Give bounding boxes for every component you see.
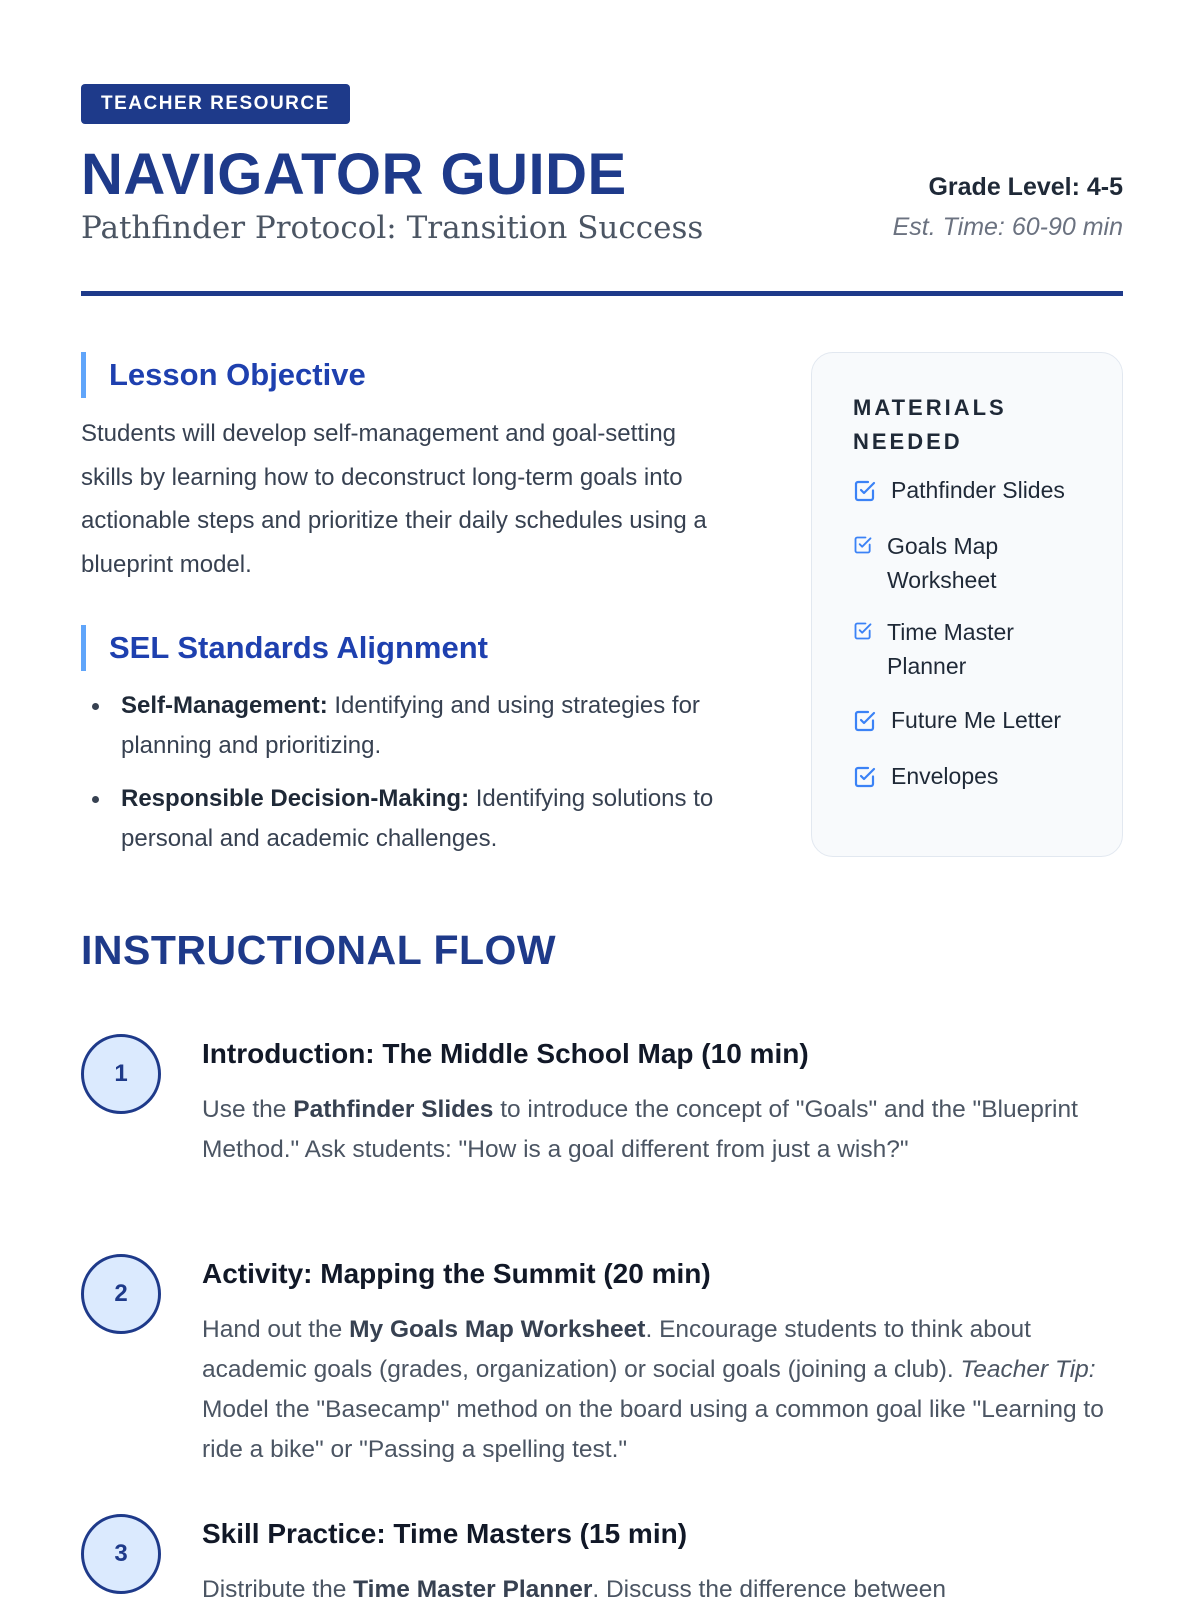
page-title: NAVIGATOR GUIDE: [81, 142, 627, 207]
step-number-badge: 1: [81, 1034, 161, 1114]
page-subtitle: Pathfinder Protocol: Transition Success: [81, 210, 704, 246]
step-description: Distribute the Time Master Planner. Discuss the difference between: [202, 1576, 946, 1600]
navigator-guide-page: [81, 0, 1123, 1600]
step-description: Use the Pathfinder Slides to introduce the concept of "Goals" and the "Blueprint Method." Ask students: "How is a goal different from just a wish?": [202, 1096, 1078, 1163]
material-label: Future Me Letter: [891, 707, 1062, 733]
sel-standard-item: [121, 779, 761, 859]
material-item: [853, 529, 1037, 597]
checkbox-checked-icon: [853, 535, 873, 560]
material-label: Time Master Planner: [887, 619, 1014, 679]
material-label: Pathfinder Slides: [891, 477, 1065, 503]
checkbox-checked-icon: [853, 765, 877, 794]
material-item: [853, 703, 1061, 738]
checkbox-checked-icon: [853, 479, 877, 508]
lesson-objective-text: Students will develop self-management and goal-setting skills by learning how to deconstruct long-term goals into actionable steps and prioritize their daily schedules using a blueprint model.: [81, 420, 707, 578]
teacher-resource-badge: TEACHER RESOURCE: [81, 84, 350, 124]
grade-level: Grade Level: 4-5: [928, 173, 1123, 201]
step-title: Introduction: The Middle School Map (10 min): [202, 1038, 809, 1069]
step-title: Skill Practice: Time Masters (15 min): [202, 1518, 688, 1549]
step-description: Hand out the My Goals Map Worksheet. Encourage students to think about academic goals (grades, organization) or social goals (joining a club). Teacher Tip: Model the "Basecamp" method on the board using a common goal like "Learning to ride a bike" or "Passing a spelling test.": [202, 1316, 1104, 1463]
sel-standard-text: Identifying and using strategies for planning and prioritizing.: [121, 692, 700, 759]
material-label: Envelopes: [891, 763, 999, 789]
sel-standard-text: Identifying solutions to personal and academic challenges.: [121, 785, 714, 852]
sel-standards-list: [121, 686, 761, 872]
sel-standard-term: Responsible Decision-Making:: [121, 785, 470, 812]
materials-card: [811, 352, 1123, 857]
step-number-badge: 3: [81, 1514, 161, 1594]
material-item: [853, 615, 1037, 683]
lesson-objective-heading: Lesson Objective: [81, 352, 366, 398]
step-title: Activity: Mapping the Summit (20 min): [202, 1258, 711, 1289]
header-divider: [81, 291, 1123, 296]
sel-standard-term: Self-Management:: [121, 692, 328, 719]
estimated-time: Est. Time: 60-90 min: [892, 213, 1123, 241]
step-number-badge: 2: [81, 1254, 161, 1334]
material-item: [853, 473, 1065, 508]
materials-title: MATERIALS NEEDED: [853, 395, 1007, 454]
material-item: [853, 759, 998, 794]
checkbox-checked-icon: [853, 709, 877, 738]
sel-standards-heading: SEL Standards Alignment: [81, 625, 488, 671]
checkbox-checked-icon: [853, 621, 873, 646]
instructional-flow-heading: INSTRUCTIONAL FLOW: [81, 927, 557, 973]
sel-standard-item: [121, 686, 761, 766]
material-label: Goals Map Worksheet: [887, 533, 999, 593]
